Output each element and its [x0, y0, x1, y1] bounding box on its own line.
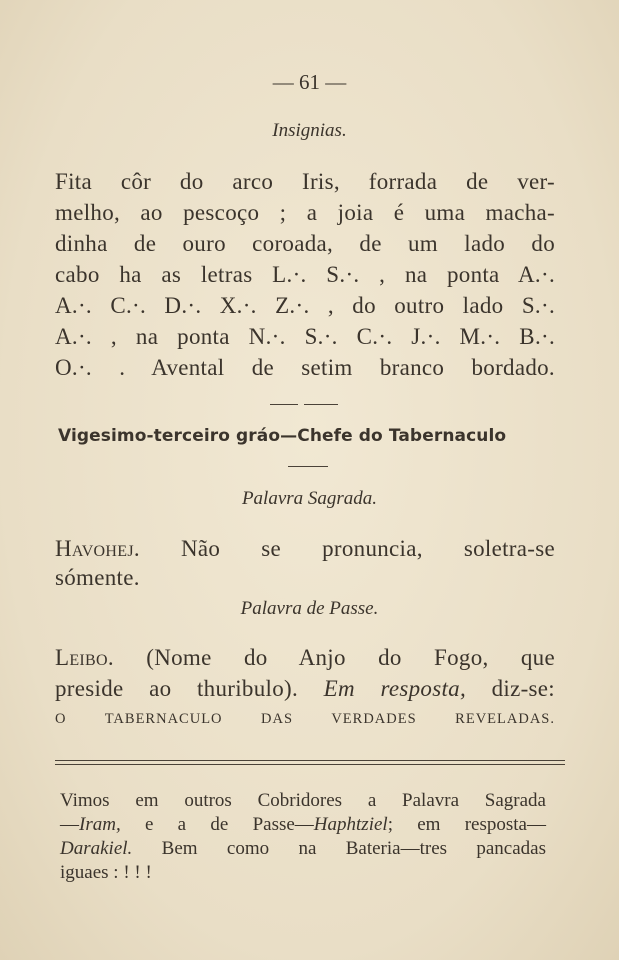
text-line: dinha de ouro coroada, de um lado do	[55, 231, 555, 256]
pass-word-response: O TABERNACULO DAS VERDADES REVELADAS.	[55, 711, 555, 727]
footnote-text: Bem como na Bateria—tres pancadas	[132, 838, 546, 859]
footnote-word: Iram,	[79, 814, 121, 835]
text-line: Fita côr do arco Iris, forrada de ver-	[55, 169, 555, 194]
pass-word-line	[55, 676, 555, 702]
footnote-line	[60, 838, 546, 860]
footnote-text: ; em resposta—	[387, 814, 546, 835]
text-line: O.·. . Avental de setim branco bordado.	[55, 355, 555, 380]
footnote-word: Darakiel.	[60, 838, 133, 859]
pass-word-text: (Nome do Anjo do Fogo, que	[113, 645, 555, 670]
pass-word: Leibo.	[55, 645, 114, 670]
divider-short	[288, 466, 328, 467]
footnote-text: —	[60, 814, 79, 835]
footnote-text: e a de Passe—	[120, 814, 314, 835]
sacred-word-line: sómente.	[55, 565, 140, 590]
page-number: — 61 —	[272, 70, 347, 94]
section-title: Insignias.	[272, 120, 347, 141]
sacred-word-text: Não se pronuncia, soletra-se	[139, 536, 555, 561]
pass-word-text: diz-se:	[466, 676, 555, 701]
sacred-word: Havohej.	[55, 536, 140, 561]
pass-word-line	[55, 645, 555, 671]
pass-word-text: preside ao thuribulo).	[55, 676, 324, 701]
footnote-line: Vimos em outros Cobridores a Palavra Sagrada	[60, 790, 546, 811]
footnote-rule	[55, 764, 565, 765]
text-line: A.·. , na ponta N.·. S.·. C.·. J.·. M.·. B.·.	[55, 324, 555, 349]
text-line: melho, ao pescoço ; a joia é uma macha-	[55, 200, 555, 225]
footnote-line: iguaes : ! ! !	[60, 862, 152, 883]
pass-word-response-label: Em resposta,	[323, 676, 466, 701]
degree-heading: Vigesimo-terceiro gráo—Chefe do Tabernaculo	[58, 426, 507, 446]
sacred-word-line	[55, 536, 555, 562]
divider-short	[270, 404, 298, 405]
divider-short	[304, 404, 338, 405]
text-line: cabo ha as letras L.·. S.·. , na ponta A.·.	[55, 262, 555, 287]
pass-word-label: Palavra de Passe.	[240, 598, 379, 619]
sacred-word-label: Palavra Sagrada.	[241, 488, 378, 509]
text-line: A.·. C.·. D.·. X.·. Z.·. , do outro lado S.·.	[55, 293, 555, 318]
footnote-word: Haphtziel	[313, 814, 388, 835]
footnote-line	[60, 814, 546, 836]
footnote-rule	[55, 760, 565, 761]
